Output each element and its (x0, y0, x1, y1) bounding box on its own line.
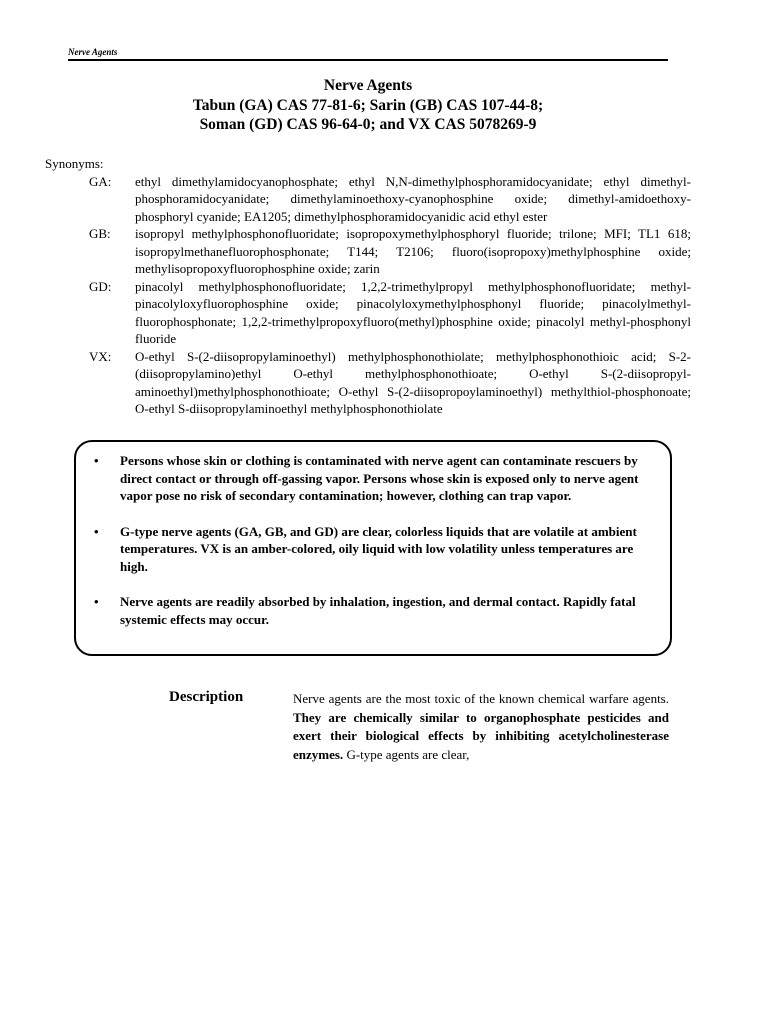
notice-bullet-text: Persons whose skin or clothing is contaminated with nerve agent can contaminate rescuers by direct contact or through off-gassing vapor. Persons whose skin is exposed only to nerve agent vapor pose no risk of secondary contamination; however, clothing can trap vapor. (120, 453, 639, 503)
notice-bullet (94, 452, 658, 505)
description-heading: Description (169, 689, 244, 705)
title-line-3: Soman (GD) CAS 96-64-0; and VX CAS 5078269-9 (199, 116, 537, 133)
synonym-key: VX: (89, 348, 112, 364)
synonym-text: pinacolyl methylphosphonofluoridate; 1,2,2-trimethylpropyl methylphosphonofluoridate; methyl-pinacolyloxyfluorophosphine oxide; pinacolyloxymethylphosphonyl fluoride; pinacolylmethyl-fluorophosphonate; 1,2,2-trimethylpropoxyfluoro(methyl)phosphine oxide; pinacolyl methyl-phosphonyl fluoride (135, 278, 691, 346)
running-header: Nerve Agents (68, 47, 118, 57)
description-intro: Nerve agents are the most toxic of the known chemical warfare agents. (293, 691, 669, 706)
warning-notice-box (74, 440, 672, 656)
title-line-1: Nerve Agents (323, 77, 413, 94)
synonym-key: GD: (89, 278, 112, 294)
notice-bullet-text: Nerve agents are readily absorbed by inhalation, ingestion, and dermal contact. Rapidly fatal systemic effects may occur. (120, 594, 636, 627)
bullet-icon: • (94, 523, 99, 539)
title-line-2: Tabun (GA) CAS 77-81-6; Sarin (GB) CAS 107-44-8; (192, 96, 544, 114)
notice-bullet (94, 593, 658, 628)
notice-bullet-text: G-type nerve agents (GA, GB, and GD) are clear, colorless liquids that are volatile at ambient temperatures. VX is an amber-colored, oily liquid with low volatility unless temperatures are high. (120, 523, 637, 574)
synonym-text: isopropyl methylphosphonofluoridate; isopropoxymethylphosphoryl fluoride; trilone; MFI; TL1 618; isopropylmethanefluorophosphonate; T144; T2106; fluoro(isopropoxy)methylphosphine oxide; methylisopropoxyfluorophosphine oxide; zarin (135, 226, 691, 276)
bullet-icon: • (94, 453, 99, 468)
synonyms-heading: Synonyms: (45, 156, 104, 171)
synonym-key: GB: (89, 226, 111, 241)
synonym-row-vx (45, 348, 691, 418)
description-outro: G-type agents are clear, (346, 746, 470, 762)
synonym-text: ethyl dimethylamidocyanophosphate; ethyl N,N-dimethylphosphoramidocyanidate; ethyl dimethyl-phosphoramidocyanidate; dimethylaminoethoxy-cyanophosphine oxide; dimethyl-amidoethoxy-phosphoryl cyanide; EA1205; dimethylphosphoramidocyanidic acid ethyl ester (135, 173, 691, 224)
bullet-icon: • (94, 594, 99, 609)
synonym-row-ga (45, 173, 691, 226)
description-bold-text: They are chemically similar to organophosphate pesticides and exert their biological effects by inhibiting acetylcholinesterase enzymes. (293, 709, 669, 762)
synonym-text: O-ethyl S-(2-diisopropylaminoethyl) methylphosphonothiolate; methylphosphonothioic acid; S-2-(diisopropylamino)ethyl O-ethyl methylphosphonothioate; O-ethyl S-(2-diisopropyl-aminoethyl)methylphosphonothioate; O-ethyl S-(2-diisopropoylaminoethyl) methylthiol-phosphonoate; O-ethyl S-diisopropylaminoethyl methylphosphonothiolate (135, 348, 691, 416)
synonym-row-gd (45, 278, 691, 348)
notice-bullet (94, 523, 658, 576)
description-body (293, 690, 669, 764)
synonym-row-gb (45, 225, 691, 278)
synonym-key: GA: (89, 173, 112, 189)
synonyms-section (45, 155, 691, 418)
header-rule (68, 59, 668, 61)
title-block (68, 76, 668, 135)
